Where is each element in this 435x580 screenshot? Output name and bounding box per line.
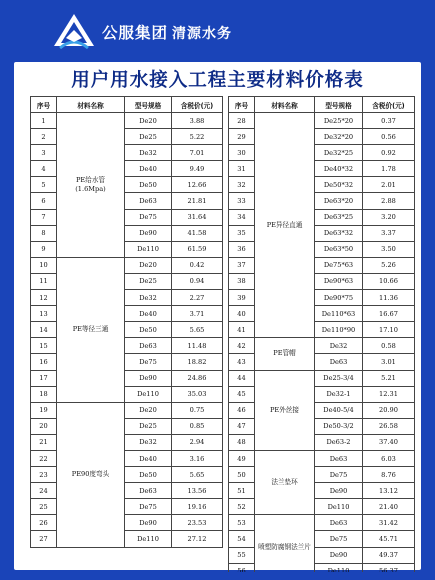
table-row bbox=[229, 113, 415, 129]
price: 31.64 bbox=[172, 209, 223, 225]
price: 3.37 bbox=[363, 225, 415, 241]
price: 11.36 bbox=[363, 290, 415, 306]
spec: De110 bbox=[125, 241, 172, 257]
table-row bbox=[31, 402, 223, 418]
col-header-price: 含税价(元) bbox=[363, 97, 415, 113]
row-index: 41 bbox=[229, 322, 255, 338]
row-index: 5 bbox=[31, 177, 57, 193]
price: 12.66 bbox=[172, 177, 223, 193]
spec: De20 bbox=[125, 113, 172, 129]
price: 41.58 bbox=[172, 225, 223, 241]
row-index: 3 bbox=[31, 145, 57, 161]
row-index: 40 bbox=[229, 306, 255, 322]
price: 2.94 bbox=[172, 434, 223, 450]
spec: De63*25 bbox=[315, 209, 363, 225]
material-name: PE给水管 (1.6Mpa) bbox=[57, 113, 125, 258]
spec: De75 bbox=[315, 467, 363, 483]
price: 2.88 bbox=[363, 193, 415, 209]
price: 1.78 bbox=[363, 161, 415, 177]
price: 61.59 bbox=[172, 241, 223, 257]
material-name: PE90度弯头 bbox=[57, 402, 125, 547]
row-index: 55 bbox=[229, 547, 255, 563]
price: 3.88 bbox=[172, 113, 223, 129]
row-index: 52 bbox=[229, 499, 255, 515]
company-logo-icon bbox=[52, 12, 96, 52]
spec: De40 bbox=[125, 450, 172, 466]
spec: De63 bbox=[315, 515, 363, 531]
row-index: 24 bbox=[31, 483, 57, 499]
spec: De90 bbox=[125, 370, 172, 386]
material-name: PE外丝接 bbox=[255, 370, 315, 450]
row-index: 14 bbox=[31, 322, 57, 338]
price: 0.58 bbox=[363, 338, 415, 354]
row-index: 20 bbox=[31, 418, 57, 434]
spec: De63*50 bbox=[315, 241, 363, 257]
row-index: 18 bbox=[31, 386, 57, 402]
price: 0.37 bbox=[363, 113, 415, 129]
row-index: 15 bbox=[31, 338, 57, 354]
spec: De40-5/4 bbox=[315, 402, 363, 418]
col-header-price: 含税价(元) bbox=[172, 97, 223, 113]
price: 13.56 bbox=[172, 483, 223, 499]
spec: De50*32 bbox=[315, 177, 363, 193]
price: 3.71 bbox=[172, 306, 223, 322]
spec: De32*20 bbox=[315, 129, 363, 145]
spec: De25 bbox=[125, 418, 172, 434]
row-index: 33 bbox=[229, 193, 255, 209]
price: 3.20 bbox=[363, 209, 415, 225]
row-index: 37 bbox=[229, 257, 255, 273]
row-index: 22 bbox=[31, 450, 57, 466]
spec: De63 bbox=[125, 193, 172, 209]
price: 5.26 bbox=[363, 257, 415, 273]
price: 49.37 bbox=[363, 547, 415, 563]
spec: De50 bbox=[125, 322, 172, 338]
price: 0.94 bbox=[172, 273, 223, 289]
col-header-material: 材料名称 bbox=[255, 97, 315, 113]
row-index: 35 bbox=[229, 225, 255, 241]
row-index: 10 bbox=[31, 257, 57, 273]
price: 18.82 bbox=[172, 354, 223, 370]
col-header-index: 序号 bbox=[229, 97, 255, 113]
spec: De110*63 bbox=[315, 306, 363, 322]
price: 13.12 bbox=[363, 483, 415, 499]
col-header-spec: 型号规格 bbox=[125, 97, 172, 113]
row-index: 54 bbox=[229, 531, 255, 547]
table-row bbox=[31, 257, 223, 273]
row-index: 51 bbox=[229, 483, 255, 499]
material-name: PE管帽 bbox=[255, 338, 315, 370]
price: 0.75 bbox=[172, 402, 223, 418]
spec: De20 bbox=[125, 257, 172, 273]
spec: De63 bbox=[315, 450, 363, 466]
spec: De90 bbox=[315, 483, 363, 499]
row-index: 1 bbox=[31, 113, 57, 129]
price-table-panel bbox=[14, 62, 421, 570]
spec: De63 bbox=[315, 354, 363, 370]
price: 31.42 bbox=[363, 515, 415, 531]
spec: De25-3/4 bbox=[315, 370, 363, 386]
row-index: 23 bbox=[31, 467, 57, 483]
row-index: 12 bbox=[31, 290, 57, 306]
material-name: PE等径三通 bbox=[57, 257, 125, 402]
spec: De75 bbox=[125, 209, 172, 225]
row-index: 13 bbox=[31, 306, 57, 322]
spec: De75 bbox=[125, 354, 172, 370]
row-index: 29 bbox=[229, 129, 255, 145]
spec: De20 bbox=[125, 402, 172, 418]
price: 16.67 bbox=[363, 306, 415, 322]
row-index: 42 bbox=[229, 338, 255, 354]
spec: De75 bbox=[125, 499, 172, 515]
row-index: 46 bbox=[229, 402, 255, 418]
table-row bbox=[31, 113, 223, 129]
spec: De90*75 bbox=[315, 290, 363, 306]
price: 0.56 bbox=[363, 129, 415, 145]
spec: De90 bbox=[125, 515, 172, 531]
spec: De63*20 bbox=[315, 193, 363, 209]
spec: De50 bbox=[125, 467, 172, 483]
row-index: 53 bbox=[229, 515, 255, 531]
col-header-index: 序号 bbox=[31, 97, 57, 113]
spec: De63 bbox=[125, 338, 172, 354]
row-index: 17 bbox=[31, 370, 57, 386]
row-index: 16 bbox=[31, 354, 57, 370]
price: 27.12 bbox=[172, 531, 223, 547]
material-name: 喷塑防腐钢法兰片 bbox=[255, 515, 315, 579]
table-row bbox=[229, 338, 415, 354]
row-index: 26 bbox=[31, 515, 57, 531]
spec: De90 bbox=[125, 225, 172, 241]
row-index: 32 bbox=[229, 177, 255, 193]
price: 11.48 bbox=[172, 338, 223, 354]
company-name: 公服集团 bbox=[102, 24, 169, 42]
price: 2.01 bbox=[363, 177, 415, 193]
spec: De63-2 bbox=[315, 434, 363, 450]
price: 3.50 bbox=[363, 241, 415, 257]
price: 0.85 bbox=[172, 418, 223, 434]
spec: De25 bbox=[125, 129, 172, 145]
row-index: 50 bbox=[229, 467, 255, 483]
row-index: 9 bbox=[31, 241, 57, 257]
row-index: 27 bbox=[31, 531, 57, 547]
spec: De110 bbox=[315, 499, 363, 515]
row-index: 7 bbox=[31, 209, 57, 225]
row-index: 45 bbox=[229, 386, 255, 402]
spec: De32 bbox=[315, 338, 363, 354]
row-index: 36 bbox=[229, 241, 255, 257]
price: 5.65 bbox=[172, 322, 223, 338]
row-index: 2 bbox=[31, 129, 57, 145]
brand-name bbox=[102, 21, 232, 43]
price-table-right bbox=[228, 96, 415, 580]
price: 0.42 bbox=[172, 257, 223, 273]
table-row bbox=[229, 450, 415, 466]
spec: De40 bbox=[125, 161, 172, 177]
price: 23.53 bbox=[172, 515, 223, 531]
price-table-left bbox=[30, 96, 223, 548]
material-name: 法兰垫环 bbox=[255, 450, 315, 514]
price: 5.21 bbox=[363, 370, 415, 386]
spec: De32 bbox=[125, 434, 172, 450]
row-index: 25 bbox=[31, 499, 57, 515]
price: 45.71 bbox=[363, 531, 415, 547]
price: 17.10 bbox=[363, 322, 415, 338]
price: 19.16 bbox=[172, 499, 223, 515]
price: 5.22 bbox=[172, 129, 223, 145]
row-index: 19 bbox=[31, 402, 57, 418]
price: 3.16 bbox=[172, 450, 223, 466]
spec: De32-1 bbox=[315, 386, 363, 402]
price: 26.58 bbox=[363, 418, 415, 434]
price: 35.03 bbox=[172, 386, 223, 402]
col-header-material: 材料名称 bbox=[57, 97, 125, 113]
price: 3.01 bbox=[363, 354, 415, 370]
row-index: 43 bbox=[229, 354, 255, 370]
spec: De32 bbox=[125, 145, 172, 161]
table-row bbox=[229, 370, 415, 386]
row-index: 47 bbox=[229, 418, 255, 434]
row-index: 49 bbox=[229, 450, 255, 466]
price: 5.65 bbox=[172, 467, 223, 483]
price: 21.40 bbox=[363, 499, 415, 515]
spec: De75 bbox=[315, 531, 363, 547]
spec: De32 bbox=[125, 290, 172, 306]
spec: De25*20 bbox=[315, 113, 363, 129]
price: 6.03 bbox=[363, 450, 415, 466]
price: 20.90 bbox=[363, 402, 415, 418]
price: 12.31 bbox=[363, 386, 415, 402]
row-index: 44 bbox=[229, 370, 255, 386]
price: 2.27 bbox=[172, 290, 223, 306]
material-name: PE异径直通 bbox=[255, 113, 315, 338]
row-index: 4 bbox=[31, 161, 57, 177]
spec: De90*63 bbox=[315, 273, 363, 289]
spec: De50 bbox=[125, 177, 172, 193]
bottom-bar bbox=[0, 572, 435, 580]
page-title: 用户用水接入工程主要材料价格表 bbox=[71, 70, 364, 91]
spec: De90 bbox=[315, 547, 363, 563]
row-index: 31 bbox=[229, 161, 255, 177]
spec: De110 bbox=[125, 386, 172, 402]
row-index: 21 bbox=[31, 434, 57, 450]
spec: De63 bbox=[125, 483, 172, 499]
price: 8.76 bbox=[363, 467, 415, 483]
spec: De25 bbox=[125, 273, 172, 289]
col-header-spec: 型号规格 bbox=[315, 97, 363, 113]
price: 7.01 bbox=[172, 145, 223, 161]
spec: De40 bbox=[125, 306, 172, 322]
company-subtitle: 清源水务 bbox=[172, 26, 233, 42]
row-index: 39 bbox=[229, 290, 255, 306]
row-index: 30 bbox=[229, 145, 255, 161]
price: 0.92 bbox=[363, 145, 415, 161]
spec: De50-3/2 bbox=[315, 418, 363, 434]
header bbox=[0, 0, 435, 62]
price: 24.86 bbox=[172, 370, 223, 386]
row-index: 28 bbox=[229, 113, 255, 129]
row-index: 8 bbox=[31, 225, 57, 241]
price: 9.49 bbox=[172, 161, 223, 177]
row-index: 11 bbox=[31, 273, 57, 289]
table-row bbox=[229, 515, 415, 531]
price: 21.81 bbox=[172, 193, 223, 209]
spec: De110*90 bbox=[315, 322, 363, 338]
row-index: 6 bbox=[31, 193, 57, 209]
row-index: 48 bbox=[229, 434, 255, 450]
spec: De63*32 bbox=[315, 225, 363, 241]
price: 10.66 bbox=[363, 273, 415, 289]
row-index: 38 bbox=[229, 273, 255, 289]
spec: De32*25 bbox=[315, 145, 363, 161]
row-index: 34 bbox=[229, 209, 255, 225]
spec: De75*63 bbox=[315, 257, 363, 273]
spec: De110 bbox=[125, 531, 172, 547]
price: 37.40 bbox=[363, 434, 415, 450]
spec: De40*32 bbox=[315, 161, 363, 177]
